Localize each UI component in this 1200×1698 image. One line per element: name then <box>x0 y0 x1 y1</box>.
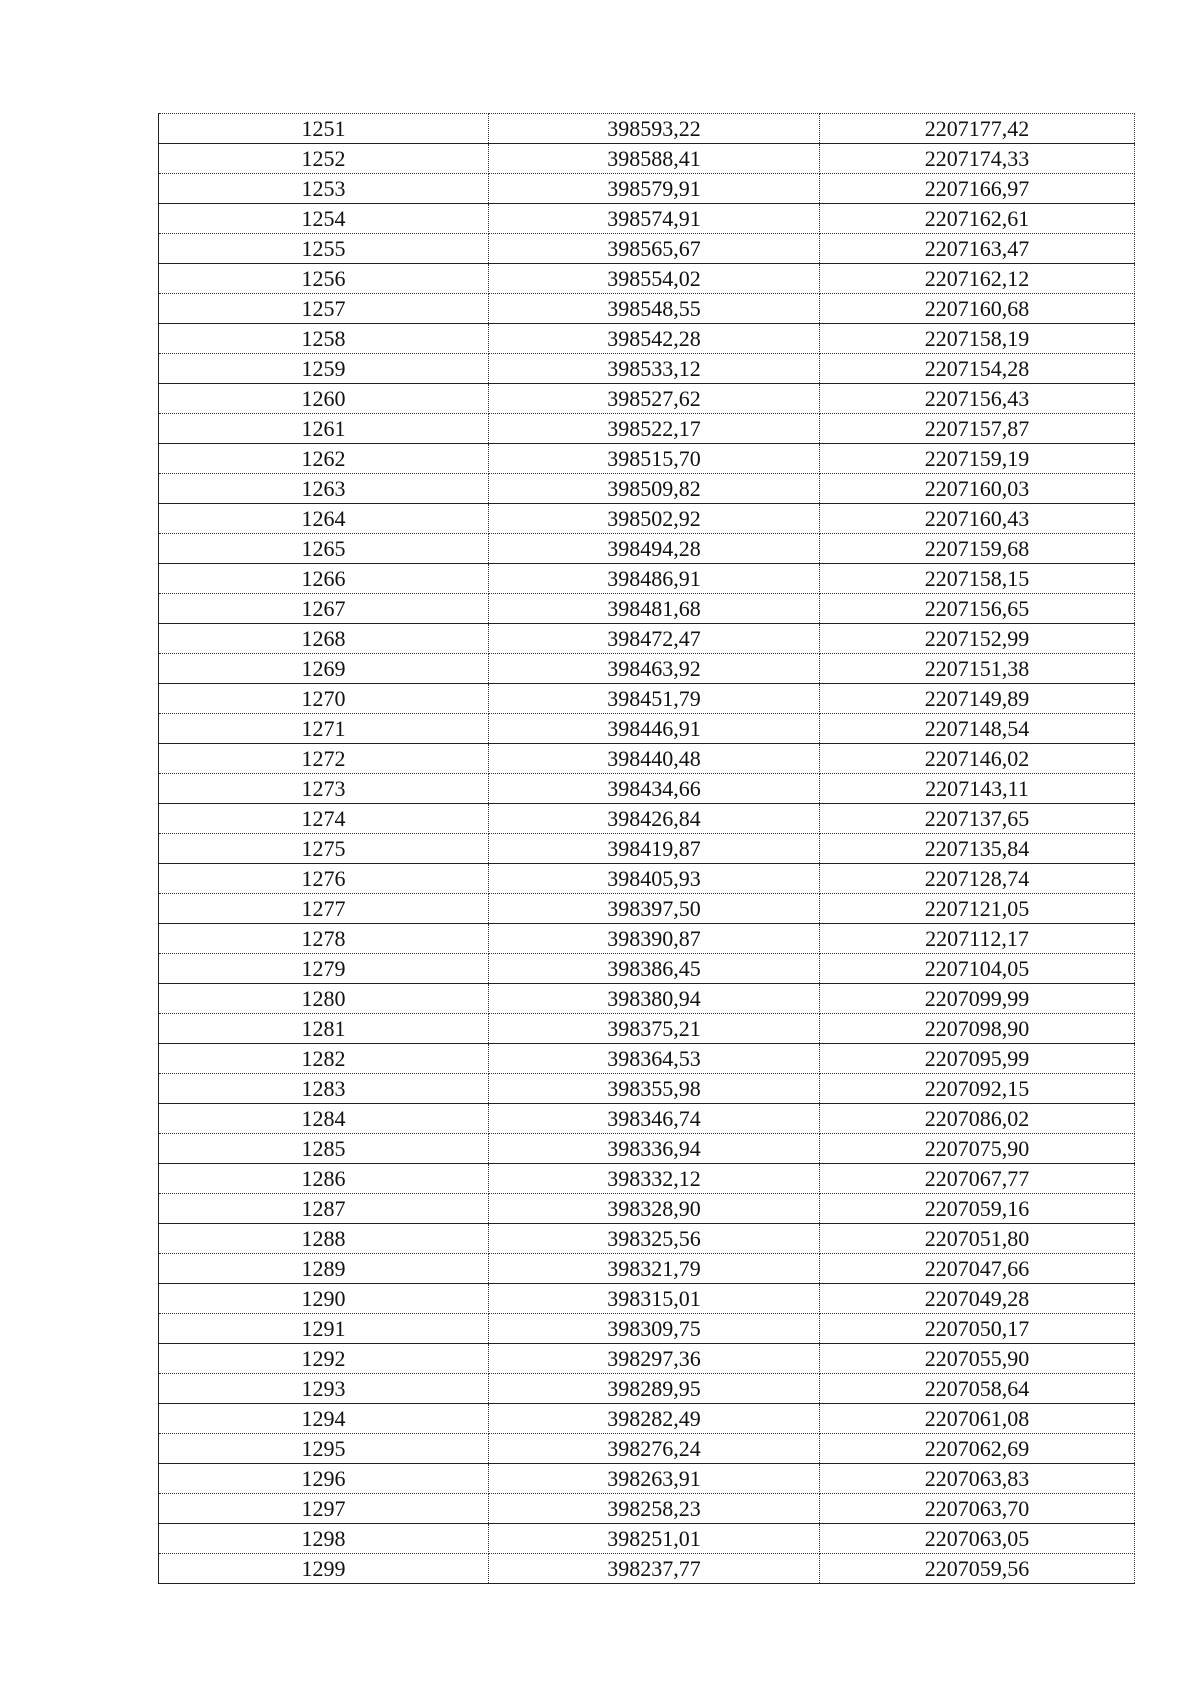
table-row <box>159 324 1135 354</box>
table-row <box>159 1434 1135 1464</box>
y-coordinate-cell: 2207154,28 <box>820 354 1135 384</box>
table-row <box>159 414 1135 444</box>
table-row <box>159 684 1135 714</box>
x-coordinate-cell: 398321,79 <box>489 1254 820 1284</box>
point-number-cell: 1270 <box>159 684 489 714</box>
table-row <box>159 1134 1135 1164</box>
point-number-cell: 1280 <box>159 984 489 1014</box>
x-coordinate-cell: 398481,68 <box>489 594 820 624</box>
table-row <box>159 474 1135 504</box>
x-coordinate-cell: 398548,55 <box>489 294 820 324</box>
y-coordinate-cell: 2207148,54 <box>820 714 1135 744</box>
table-row <box>159 804 1135 834</box>
x-coordinate-cell: 398315,01 <box>489 1284 820 1314</box>
x-coordinate-cell: 398533,12 <box>489 354 820 384</box>
table-row <box>159 354 1135 384</box>
point-number-cell: 1282 <box>159 1044 489 1074</box>
y-coordinate-cell: 2207058,64 <box>820 1374 1135 1404</box>
x-coordinate-cell: 398522,17 <box>489 414 820 444</box>
x-coordinate-cell: 398336,94 <box>489 1134 820 1164</box>
y-coordinate-cell: 2207059,16 <box>820 1194 1135 1224</box>
y-coordinate-cell: 2207158,15 <box>820 564 1135 594</box>
table-row <box>159 1164 1135 1194</box>
x-coordinate-cell: 398440,48 <box>489 744 820 774</box>
table-row <box>159 594 1135 624</box>
y-coordinate-cell: 2207063,70 <box>820 1494 1135 1524</box>
point-number-cell: 1272 <box>159 744 489 774</box>
x-coordinate-cell: 398486,91 <box>489 564 820 594</box>
y-coordinate-cell: 2207135,84 <box>820 834 1135 864</box>
x-coordinate-cell: 398251,01 <box>489 1524 820 1554</box>
table-row <box>159 384 1135 414</box>
point-number-cell: 1255 <box>159 234 489 264</box>
x-coordinate-cell: 398463,92 <box>489 654 820 684</box>
point-number-cell: 1285 <box>159 1134 489 1164</box>
point-number-cell: 1283 <box>159 1074 489 1104</box>
table-row <box>159 1524 1135 1554</box>
point-number-cell: 1266 <box>159 564 489 594</box>
y-coordinate-cell: 2207061,08 <box>820 1404 1135 1434</box>
table-row <box>159 114 1135 144</box>
table-row <box>159 1554 1135 1584</box>
point-number-cell: 1298 <box>159 1524 489 1554</box>
point-number-cell: 1296 <box>159 1464 489 1494</box>
table-row <box>159 1404 1135 1434</box>
point-number-cell: 1257 <box>159 294 489 324</box>
point-number-cell: 1253 <box>159 174 489 204</box>
point-number-cell: 1288 <box>159 1224 489 1254</box>
y-coordinate-cell: 2207063,83 <box>820 1464 1135 1494</box>
coordinates-table-body <box>159 114 1135 1584</box>
point-number-cell: 1277 <box>159 894 489 924</box>
x-coordinate-cell: 398434,66 <box>489 774 820 804</box>
table-row <box>159 774 1135 804</box>
x-coordinate-cell: 398355,98 <box>489 1074 820 1104</box>
point-number-cell: 1273 <box>159 774 489 804</box>
x-coordinate-cell: 398593,22 <box>489 114 820 144</box>
table-row <box>159 1494 1135 1524</box>
y-coordinate-cell: 2207128,74 <box>820 864 1135 894</box>
y-coordinate-cell: 2207143,11 <box>820 774 1135 804</box>
table-row <box>159 1104 1135 1134</box>
y-coordinate-cell: 2207067,77 <box>820 1164 1135 1194</box>
y-coordinate-cell: 2207059,56 <box>820 1554 1135 1584</box>
y-coordinate-cell: 2207156,65 <box>820 594 1135 624</box>
x-coordinate-cell: 398515,70 <box>489 444 820 474</box>
x-coordinate-cell: 398588,41 <box>489 144 820 174</box>
point-number-cell: 1274 <box>159 804 489 834</box>
y-coordinate-cell: 2207062,69 <box>820 1434 1135 1464</box>
x-coordinate-cell: 398263,91 <box>489 1464 820 1494</box>
point-number-cell: 1291 <box>159 1314 489 1344</box>
point-number-cell: 1252 <box>159 144 489 174</box>
y-coordinate-cell: 2207051,80 <box>820 1224 1135 1254</box>
y-coordinate-cell: 2207047,66 <box>820 1254 1135 1284</box>
table-row <box>159 294 1135 324</box>
table-row <box>159 504 1135 534</box>
y-coordinate-cell: 2207158,19 <box>820 324 1135 354</box>
y-coordinate-cell: 2207159,19 <box>820 444 1135 474</box>
y-coordinate-cell: 2207098,90 <box>820 1014 1135 1044</box>
x-coordinate-cell: 398502,92 <box>489 504 820 534</box>
y-coordinate-cell: 2207099,99 <box>820 984 1135 1014</box>
y-coordinate-cell: 2207151,38 <box>820 654 1135 684</box>
y-coordinate-cell: 2207137,65 <box>820 804 1135 834</box>
y-coordinate-cell: 2207092,15 <box>820 1074 1135 1104</box>
y-coordinate-cell: 2207104,05 <box>820 954 1135 984</box>
x-coordinate-cell: 398397,50 <box>489 894 820 924</box>
point-number-cell: 1286 <box>159 1164 489 1194</box>
x-coordinate-cell: 398375,21 <box>489 1014 820 1044</box>
table-row <box>159 264 1135 294</box>
table-row <box>159 744 1135 774</box>
x-coordinate-cell: 398426,84 <box>489 804 820 834</box>
y-coordinate-cell: 2207055,90 <box>820 1344 1135 1374</box>
point-number-cell: 1254 <box>159 204 489 234</box>
y-coordinate-cell: 2207075,90 <box>820 1134 1135 1164</box>
y-coordinate-cell: 2207149,89 <box>820 684 1135 714</box>
point-number-cell: 1251 <box>159 114 489 144</box>
point-number-cell: 1275 <box>159 834 489 864</box>
x-coordinate-cell: 398390,87 <box>489 924 820 954</box>
x-coordinate-cell: 398289,95 <box>489 1374 820 1404</box>
point-number-cell: 1271 <box>159 714 489 744</box>
y-coordinate-cell: 2207162,61 <box>820 204 1135 234</box>
table-row <box>159 834 1135 864</box>
y-coordinate-cell: 2207157,87 <box>820 414 1135 444</box>
point-number-cell: 1289 <box>159 1254 489 1284</box>
point-number-cell: 1290 <box>159 1284 489 1314</box>
point-number-cell: 1284 <box>159 1104 489 1134</box>
table-row <box>159 564 1135 594</box>
x-coordinate-cell: 398451,79 <box>489 684 820 714</box>
y-coordinate-cell: 2207160,43 <box>820 504 1135 534</box>
x-coordinate-cell: 398565,67 <box>489 234 820 264</box>
point-number-cell: 1299 <box>159 1554 489 1584</box>
x-coordinate-cell: 398494,28 <box>489 534 820 564</box>
table-row <box>159 954 1135 984</box>
x-coordinate-cell: 398509,82 <box>489 474 820 504</box>
point-number-cell: 1278 <box>159 924 489 954</box>
y-coordinate-cell: 2207086,02 <box>820 1104 1135 1134</box>
x-coordinate-cell: 398472,47 <box>489 624 820 654</box>
x-coordinate-cell: 398237,77 <box>489 1554 820 1584</box>
table-row <box>159 1014 1135 1044</box>
x-coordinate-cell: 398574,91 <box>489 204 820 234</box>
table-row <box>159 204 1135 234</box>
x-coordinate-cell: 398405,93 <box>489 864 820 894</box>
point-number-cell: 1262 <box>159 444 489 474</box>
point-number-cell: 1256 <box>159 264 489 294</box>
x-coordinate-cell: 398364,53 <box>489 1044 820 1074</box>
table-row <box>159 624 1135 654</box>
y-coordinate-cell: 2207156,43 <box>820 384 1135 414</box>
point-number-cell: 1269 <box>159 654 489 684</box>
table-row <box>159 1374 1135 1404</box>
x-coordinate-cell: 398297,36 <box>489 1344 820 1374</box>
point-number-cell: 1295 <box>159 1434 489 1464</box>
y-coordinate-cell: 2207166,97 <box>820 174 1135 204</box>
table-row <box>159 1194 1135 1224</box>
x-coordinate-cell: 398309,75 <box>489 1314 820 1344</box>
point-number-cell: 1267 <box>159 594 489 624</box>
y-coordinate-cell: 2207152,99 <box>820 624 1135 654</box>
table-row <box>159 234 1135 264</box>
table-row <box>159 1044 1135 1074</box>
y-coordinate-cell: 2207063,05 <box>820 1524 1135 1554</box>
y-coordinate-cell: 2207177,42 <box>820 114 1135 144</box>
table-row <box>159 534 1135 564</box>
table-row <box>159 1464 1135 1494</box>
table-row <box>159 924 1135 954</box>
point-number-cell: 1265 <box>159 534 489 564</box>
point-number-cell: 1297 <box>159 1494 489 1524</box>
y-coordinate-cell: 2207095,99 <box>820 1044 1135 1074</box>
x-coordinate-cell: 398328,90 <box>489 1194 820 1224</box>
x-coordinate-cell: 398554,02 <box>489 264 820 294</box>
point-number-cell: 1292 <box>159 1344 489 1374</box>
point-number-cell: 1259 <box>159 354 489 384</box>
y-coordinate-cell: 2207160,03 <box>820 474 1135 504</box>
x-coordinate-cell: 398346,74 <box>489 1104 820 1134</box>
x-coordinate-cell: 398258,23 <box>489 1494 820 1524</box>
y-coordinate-cell: 2207160,68 <box>820 294 1135 324</box>
table-row <box>159 1224 1135 1254</box>
y-coordinate-cell: 2207112,17 <box>820 924 1135 954</box>
y-coordinate-cell: 2207146,02 <box>820 744 1135 774</box>
table-row <box>159 654 1135 684</box>
table-row <box>159 1074 1135 1104</box>
y-coordinate-cell: 2207050,17 <box>820 1314 1135 1344</box>
x-coordinate-cell: 398282,49 <box>489 1404 820 1434</box>
x-coordinate-cell: 398579,91 <box>489 174 820 204</box>
table-row <box>159 444 1135 474</box>
table-row <box>159 984 1135 1014</box>
point-number-cell: 1260 <box>159 384 489 414</box>
x-coordinate-cell: 398542,28 <box>489 324 820 354</box>
point-number-cell: 1276 <box>159 864 489 894</box>
x-coordinate-cell: 398332,12 <box>489 1164 820 1194</box>
x-coordinate-cell: 398276,24 <box>489 1434 820 1464</box>
point-number-cell: 1258 <box>159 324 489 354</box>
coordinates-table <box>158 113 1135 1584</box>
table-row <box>159 1314 1135 1344</box>
y-coordinate-cell: 2207121,05 <box>820 894 1135 924</box>
x-coordinate-cell: 398446,91 <box>489 714 820 744</box>
x-coordinate-cell: 398325,56 <box>489 1224 820 1254</box>
x-coordinate-cell: 398386,45 <box>489 954 820 984</box>
x-coordinate-cell: 398419,87 <box>489 834 820 864</box>
table-row <box>159 714 1135 744</box>
table-row <box>159 894 1135 924</box>
x-coordinate-cell: 398527,62 <box>489 384 820 414</box>
point-number-cell: 1263 <box>159 474 489 504</box>
table-row <box>159 1254 1135 1284</box>
point-number-cell: 1264 <box>159 504 489 534</box>
y-coordinate-cell: 2207159,68 <box>820 534 1135 564</box>
table-row <box>159 1344 1135 1374</box>
point-number-cell: 1287 <box>159 1194 489 1224</box>
point-number-cell: 1281 <box>159 1014 489 1044</box>
y-coordinate-cell: 2207163,47 <box>820 234 1135 264</box>
table-row <box>159 1284 1135 1314</box>
point-number-cell: 1261 <box>159 414 489 444</box>
y-coordinate-cell: 2207162,12 <box>820 264 1135 294</box>
point-number-cell: 1294 <box>159 1404 489 1434</box>
table-row <box>159 864 1135 894</box>
y-coordinate-cell: 2207174,33 <box>820 144 1135 174</box>
table-row <box>159 144 1135 174</box>
point-number-cell: 1279 <box>159 954 489 984</box>
point-number-cell: 1293 <box>159 1374 489 1404</box>
table-row <box>159 174 1135 204</box>
y-coordinate-cell: 2207049,28 <box>820 1284 1135 1314</box>
x-coordinate-cell: 398380,94 <box>489 984 820 1014</box>
point-number-cell: 1268 <box>159 624 489 654</box>
